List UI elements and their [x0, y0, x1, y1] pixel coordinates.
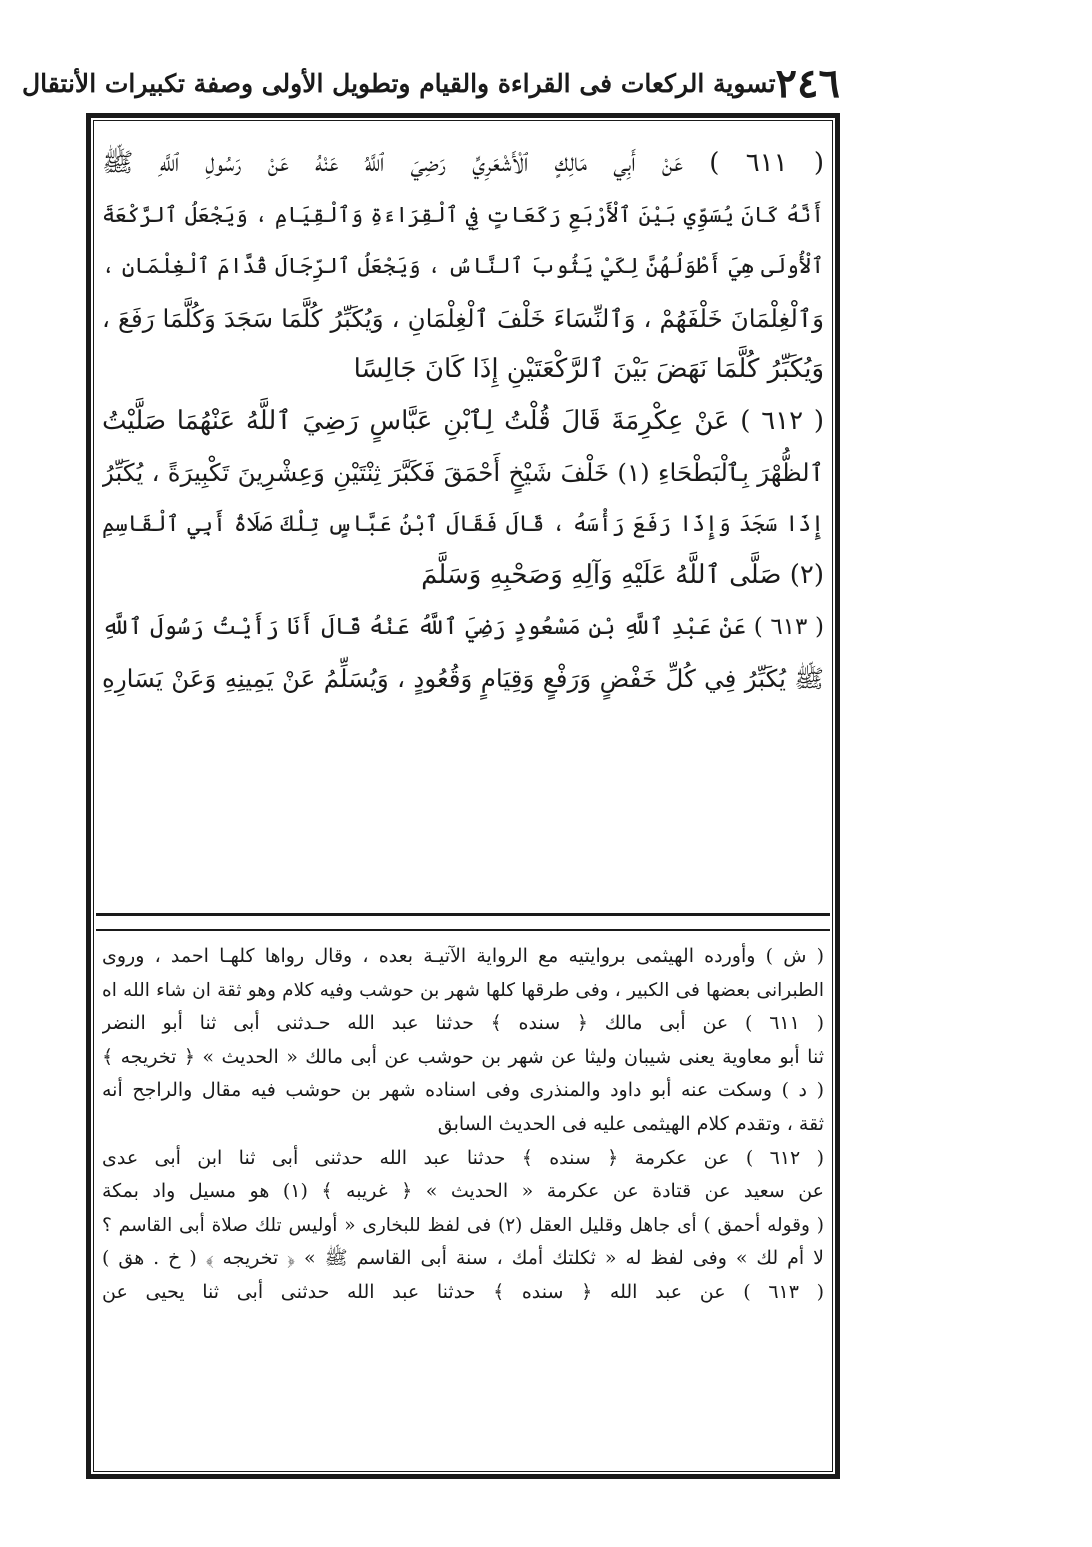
- main-text-line: ٱلْأُولَى هِيَ أَطْوَلُهُنَّ لِكَيْ يَثُوبَ ٱلنَّاسُ ، وَيَجْعَلُ ٱلرِّجَالَ قُدَّامَ ٱلْغِلْمَانِ ،: [102, 254, 824, 279]
- note-line: ثنا أبو معاوية يعنى شيبان وليثا عن شهر بن حوشب عن أبى مالك « الحديث » ﴿ تخريجه ﴾: [102, 1045, 824, 1068]
- main-text-line: ٱلظُّهْرَ بِٱلْبَطْحَاءِ (١) خَلْفَ شَيْخٍ أَحْمَقَ فَكَبَّرَ ثِنْتَيْنِ وَعِشْرِينَ تَكْبِيرَةً ، يُكَبِّرُ: [102, 458, 824, 487]
- main-text-line: إِذَا سَجَدَ وَإِذَا رَفَعَ رَأْسَهُ ، قَالَ فَقَالَ ٱبْنُ عَبَّاسٍ تِلْكَ صَلَاةُ أَبِي ٱلْقَاسِمِ: [102, 511, 824, 537]
- note-line: ثقة ، وتقدم كلام الهيثمى عليه فى الحديث السابق: [437, 1112, 824, 1135]
- note-line: ( ش ) وأورده الهيثمى بروايتيه مع الرواية الآتيـة بعده ، وقال رواها كلهـا احمد ، وروى: [102, 945, 824, 967]
- page-header: [22, 58, 840, 108]
- notes-divider-thick: [96, 913, 830, 916]
- main-text-line: ﷺ يُكَبِّرُ فِي كُلِّ خَفْضٍ وَرَفْعٍ وَقِيَامٍ وَقُعُودٍ ، وَيُسَلِّمُ عَنْ يَمِينِهِ وَعَنْ يَسَارِهِ: [102, 664, 824, 693]
- note-line: عن سعيد عن قتادة عن عكرمة « الحديث » ﴿ غريبه ﴾ (١) هو مسيل واد بمكة: [102, 1180, 824, 1203]
- main-text-line: وَٱلْغِلْمَانَ خَلْفَهُمْ ، وَٱلنِّسَاءَ خَلْفَ ٱلْغِلْمَانِ ، وَيُكَبِّرُ كُلَّمَا سَجَدَ وَكُلَّمَا رَفَعَ ،: [102, 303, 824, 333]
- hadith-main-text: [102, 138, 824, 705]
- main-text-line: ( ٦١٢ ) عَنْ عِكْرِمَةَ قَالَ قُلْتُ لِٱبْنِ عَبَّاسٍ رَضِيَ ٱللَّهُ عَنْهُمَا صَلَّيْتُ: [102, 405, 824, 436]
- note-line: ( ٦١١ ) عن أبى مالك ﴿ سنده ﴾ حدثنا عبد الله حـدثنى أبى ثنا أبو النضر: [102, 1012, 824, 1035]
- page-number: ٢٤٦: [775, 59, 840, 107]
- notes-divider-thin: [96, 929, 830, 931]
- main-text-line: وَيُكَبِّرُ كُلَّمَا نَهَضَ بَيْنَ ٱلرَّكْعَتَيْنِ إِذَا كَانَ جَالِسًا: [353, 354, 824, 384]
- main-text-line: ( ٦١١ ) عَنْ أَبِي مَالِكٍ ٱلْأَشْعَرِيِّ رَضِيَ ٱللَّهُ عَنْهُ عَنْ رَسُولِ ٱللَّهِ ﷺ: [102, 148, 824, 178]
- main-text-line: أَنَّهُ كَانَ يُسَوِّي بَيْنَ ٱلْأَرْبَعِ رَكَعَاتٍ فِي ٱلْقِرَاءَةِ وَٱلْقِيَامِ ، وَيَجْعَلُ ٱلرَّكْعَةَ: [102, 202, 824, 228]
- chapter-title: تسوية الركعات فى القراءة والقيام وتطويل الأولى وصفة تكبيرات الأنتقال: [22, 68, 776, 98]
- note-line: لا أم لك » وفى لفظ له « ثكلتك أمك ، سنة أبى القاسم ﷺ » ﴿ تخريجه ﴾ ( خ . هق ): [102, 1247, 824, 1270]
- main-text-line: (٢) صَلَّى ٱللَّهُ عَلَيْهِ وَآلِهِ وَصَحْبِهِ وَسَلَّمَ: [421, 560, 824, 590]
- note-line: ( ٦١٢ ) عن عكرمة ﴿ سنده ﴾ حدثنا عبد الله حدثنى أبى ثنا ابن أبى عدى: [102, 1146, 824, 1169]
- main-text-line: ( ٦١٣ ) عَنْ عَبْدِ ٱللَّهِ بْنِ مَسْعُودٍ رَضِيَ ٱللَّهُ عَنْهُ قَالَ أَنَا رَأَيْتُ رَسُولَ ٱللَّهِ: [102, 613, 824, 640]
- note-line: ( د ) وسكت عنه أبو داود والمنذرى وفى اسناده شهر بن حوشب فيه مقال والراجح أنه: [102, 1079, 824, 1102]
- note-line: ( وقوله أحمق ) أى جاهل وقليل العقل (٢) فى لفظ للبخارى « أوليس تلك صلاة أبى القاسم ؟: [102, 1214, 824, 1236]
- commentary-notes: [102, 940, 824, 1310]
- note-line: الطبرانى بعضها فى الكبير ، وفى طرقها كلها شهر بن حوشب وفيه كلام وهو ثقة ان شاء الله اه: [102, 979, 824, 1001]
- note-line: ( ٦١٣ ) عن عبد الله ﴿ سنده ﴾ حدثنا عبد الله حدثنى أبى ثنا يحيى عن: [102, 1280, 824, 1303]
